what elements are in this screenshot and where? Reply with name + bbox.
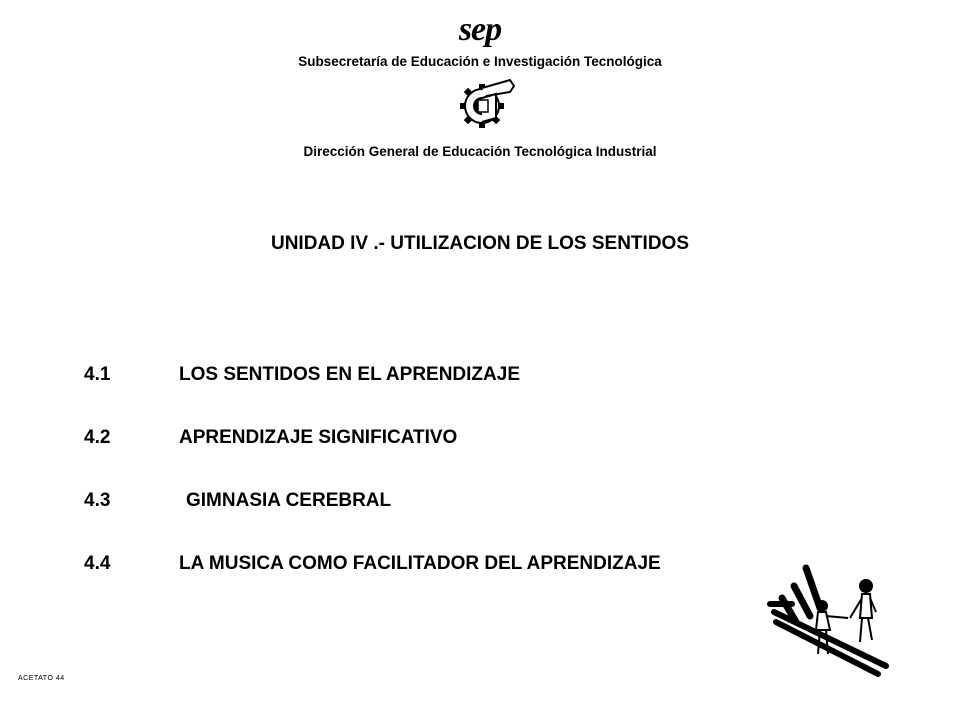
topic-text: LA MUSICA COMO FACILITADOR DEL APRENDIZAJE xyxy=(179,553,661,574)
topic-text: GIMNASIA CEREBRAL xyxy=(186,490,392,511)
slide-footer-label: ACETATO 44 xyxy=(18,675,65,682)
direccion-heading: Dirección General de Educación Tecnológica Industrial xyxy=(303,144,657,159)
topic-number: 4.1 xyxy=(84,364,111,385)
sep-logo: sep xyxy=(458,11,502,48)
subsecretaria-heading: Subsecretaría de Educación e Investigación Tecnológica xyxy=(298,54,662,69)
unit-title: UNIDAD IV .- UTILIZACION DE LOS SENTIDOS xyxy=(270,233,689,254)
topic-text: APRENDIZAJE SIGNIFICATIVO xyxy=(179,427,458,448)
topic-number: 4.2 xyxy=(84,427,111,448)
topic-text: LOS SENTIDOS EN EL APRENDIZAJE xyxy=(179,364,520,385)
dgeti-gear-logo-icon xyxy=(452,74,522,134)
children-walking-clipart-icon xyxy=(756,562,896,678)
topic-number: 4.3 xyxy=(84,490,111,511)
topic-number: 4.4 xyxy=(84,553,111,574)
